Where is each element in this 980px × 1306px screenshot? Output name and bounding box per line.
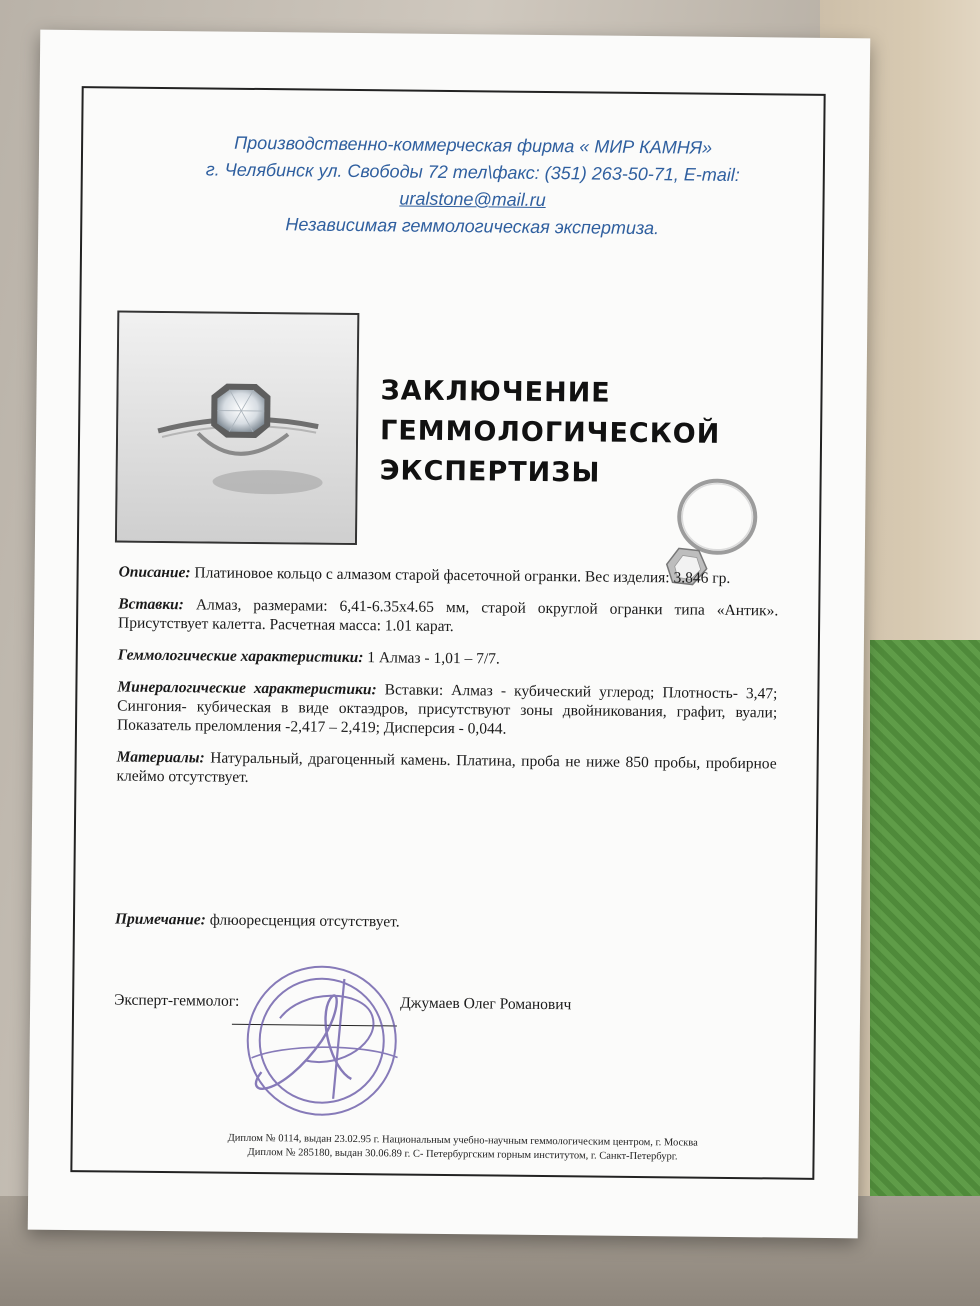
- ring-photo: [115, 311, 359, 546]
- description-text: Платиновое кольцо с алмазом старой фасеточной огранки. Вес изделия: 3.846 гр.: [194, 564, 731, 587]
- field-inserts: [118, 595, 778, 640]
- company-subtitle: Независимая геммологическая экспертиза.: [285, 214, 660, 239]
- title-line-2: ГЕММОЛОГИЧЕСКОЙ: [379, 415, 721, 450]
- gemological-text: 1 Алмаз - 1,01 – 7/7.: [367, 649, 500, 668]
- certificate-body: [116, 563, 778, 806]
- mineralogical-text: Вставки: Алмаз - кубический углерод; Плотность- 3,47; Сингония- кубическая в виде октаэдров, присутствуют зоны двойникования, графит, вуали; Показатель преломления -2,417 – 2,419; Дисперсия - 0,044.: [116, 681, 778, 738]
- field-gemological: [118, 646, 778, 672]
- company-address: г. Челябинск ул. Свободы 72 тел\факс: (351) 263-50-71, E-mail:: [205, 159, 740, 186]
- official-stamp-with-signature: [221, 948, 423, 1130]
- note-text: флюоресценция отсутствует.: [209, 911, 400, 931]
- document-frame: [70, 86, 825, 1180]
- ring-photo-image: [117, 313, 357, 543]
- title-line-3: ЭКСПЕРТИЗЫ: [379, 455, 601, 489]
- inserts-label: Вставки:: [118, 595, 184, 614]
- field-materials: [116, 748, 776, 793]
- materials-label: Материалы:: [116, 748, 205, 767]
- inserts-text: Алмаз, размерами: 6,41-6.35х4.65 мм, старой округлой огранки типа «Антик». Присутствует калетта. Расчетная масса: 1.01 карат.: [118, 596, 779, 636]
- certificate-paper: [28, 30, 871, 1239]
- materials-text: Натуральный, драгоценный камень. Платина, проба не ниже 850 пробы, пробирное клеймо отсутствует.: [116, 749, 777, 786]
- note-label: Примечание:: [114, 910, 206, 929]
- footer-diplomas: [132, 1131, 792, 1166]
- diploma-line-1: Диплом № 0114, выдан 23.02.95 г. Национальным учебно-научным геммологическим центром, г. Москва: [227, 1132, 698, 1149]
- mineralogical-label: Минералогические характеристики:: [117, 678, 377, 699]
- expert-name: Джумаев Олег Романович: [400, 994, 572, 1014]
- expert-label: Эксперт-геммолог:: [114, 991, 240, 1010]
- field-note: [115, 911, 775, 936]
- company-name: Производственно-коммерческая фирма « МИР КАМНЯ»: [234, 132, 713, 158]
- description-label: Описание:: [118, 563, 191, 582]
- company-header: [142, 129, 803, 244]
- field-mineralogical: [117, 678, 778, 742]
- title-line-1: ЗАКЛЮЧЕНИЕ: [380, 375, 611, 409]
- diploma-line-2: Диплом № 285180, выдан 30.06.89 г. С- Петербургским горным институтом, г. Санкт-Петербург.: [247, 1146, 678, 1163]
- company-email[interactable]: uralstone@mail.ru: [399, 188, 546, 210]
- gemological-label: Геммологические характеристики:: [117, 646, 364, 667]
